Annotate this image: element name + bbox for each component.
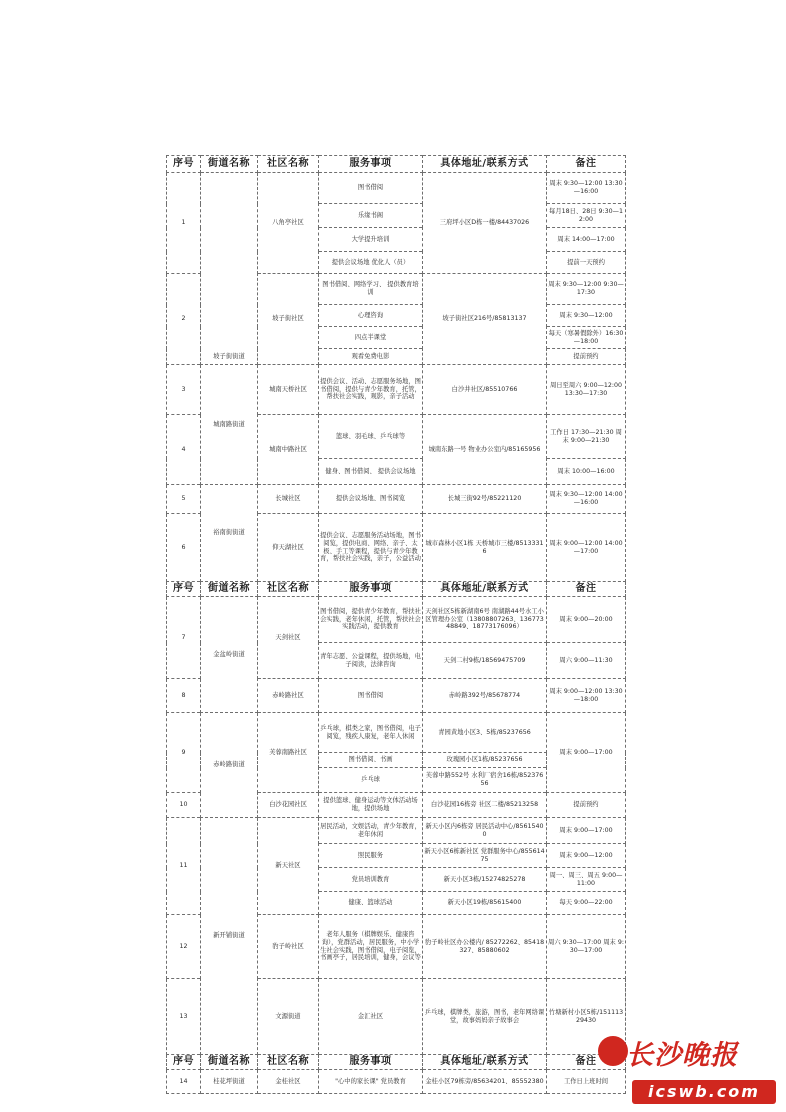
cell-note: 周末 9:00—12:00 13:30—18:00 (547, 679, 626, 713)
cell-service: 乒乓球，棋牌类，旅游，图书，老年网络课堂，故事妈妈亲子故事会 (423, 979, 547, 1055)
cell-address: 白沙井社区/85510766 (423, 365, 547, 415)
cell-community: 长城社区 (258, 485, 319, 514)
cell-no: 6 (167, 514, 201, 582)
logo-website: icswb.com (632, 1080, 776, 1104)
table-row (167, 818, 626, 844)
cell-address: 金桂小区79栋旁/85634201、85552380 (423, 1070, 547, 1094)
cell-note: 每天（寒暑假除外）16:30—18:00 (547, 327, 626, 349)
header-no: 序号 (167, 582, 201, 597)
cell-note: 每月18日、28日 9:30—12:00 (547, 204, 626, 228)
table-row (167, 365, 626, 415)
cell-community: 芙蓉南路社区 (258, 713, 319, 793)
cell-note: 周末 9:00—12:00 (547, 844, 626, 868)
cell-service: 图书借阅、网络学习、 提供教育培训 (319, 274, 423, 305)
cell-note: 周末 9:30—12:00 9:30—17:30 (547, 274, 626, 305)
cell-address: 城市森林小区1栋 天桥城市三楼/85133316 (423, 514, 547, 582)
cell-no: 12 (167, 915, 201, 979)
cell-note: 周末 9:30—12:00 (547, 305, 626, 327)
cell-note: 周日至周六 9:00—12:00 13:30—17:30 (547, 365, 626, 415)
cell-service: 提供篮球、健身运动等文体活动场地，提供场地 (319, 793, 423, 818)
header-community: 社区名称 (258, 156, 319, 173)
cell-service: 提供会议、活动、志愿服务场地，图书借阅，提供与青少年教育，托管，帮扶社会实践，观影，亲子活动 (319, 365, 423, 415)
header-service: 服务事项 (319, 156, 423, 173)
cell-street: 坡子街街道 (201, 173, 258, 365)
cell-community: 金桂社区 (258, 1070, 319, 1094)
cell-note: 周末 9:30—12:00 13:30—16:00 (547, 173, 626, 204)
cell-community: 坡子街社区 (258, 274, 319, 365)
cell-note: 周六 9:00—11:30 (547, 643, 626, 679)
cell-street: 裕南街街道 (201, 485, 258, 582)
cell-service: 党员培训教育 (319, 868, 423, 892)
header-address: 具体地址/联系方式 (423, 582, 547, 597)
cell-note: 周末 14:00—17:00 (547, 228, 626, 252)
header-note: 备注 (547, 582, 626, 597)
header-row (167, 1055, 626, 1070)
cell-service: 乒乓球 (319, 768, 423, 793)
cell-service: 照民服务 (319, 844, 423, 868)
header-row (167, 582, 626, 597)
cell-note: 提前预约 (547, 349, 626, 365)
header-note: 备注 (547, 156, 626, 173)
cell-note: 工作日上班时间 (547, 1070, 626, 1094)
cell-community: 豹子岭社区 (258, 915, 319, 979)
cell-street: 文源街道 (258, 979, 319, 1055)
cell-community: 赤岭路社区 (258, 679, 319, 713)
header-street: 街道名称 (201, 582, 258, 597)
header-no: 序号 (167, 156, 201, 173)
cell-note: 每天 9:00—22:00 (547, 892, 626, 915)
cell-community: 白沙花园社区 (258, 793, 319, 818)
cell-community: 城南中路社区 (258, 415, 319, 485)
cell-address: 城南东路一号 物业办公室内/85165956 (423, 415, 547, 485)
logo-name: 长沙晚报 (626, 1040, 738, 1071)
header-service: 服务事项 (319, 582, 423, 597)
header-no: 序号 (167, 1055, 201, 1070)
cell-note: 周末 9:00—12:00 14:00—17:00 (547, 514, 626, 582)
cell-street: 新开铺街道 (201, 818, 258, 1055)
header-street: 街道名称 (201, 1055, 258, 1070)
cell-service: 提供会议、志愿服务活动场地，图书阅览，提供电商、网络、亲子、太极、手工等课程，提供与青少年教育，帮扶社会实践，亲子，公益活动 (319, 514, 423, 582)
cell-address: 白沙花园16栋旁 社区二楼/85213258 (423, 793, 547, 818)
cell-note: 周六 9:30—17:00 周末 9:30—17:00 (547, 915, 626, 979)
cell-service: 健康、篮球活动 (319, 892, 423, 915)
cell-note: 周末 9:00—17:00 (547, 713, 626, 793)
cell-service: 图书借阅，提供青少年教育，帮扶社会实践，老年休闲，托管，帮扶社会实践活动，提供教育 (319, 597, 423, 643)
header-note: 备注 (547, 1055, 626, 1070)
cell-address: 竹塘新村小区5栋/15111329430 (547, 979, 626, 1055)
cell-address: 天剑二村9栋/18569475709 (423, 643, 547, 679)
cell-service: 居民活动，文娱活动，青少年教育，老年休闲 (319, 818, 423, 844)
cell-service: 青年志愿、公益课程，提供场地，电子阅读，法律咨询 (319, 643, 423, 679)
cell-no: 8 (167, 679, 201, 713)
cell-address: 豹子岭社区办公楼内/ 85272262、85418327、85880602 (423, 915, 547, 979)
cell-service: 观看免费电影 (319, 349, 423, 365)
cell-service: 图书借阅 (319, 679, 423, 713)
cell-community: 金汇社区 (319, 979, 423, 1055)
cell-address: 三府坪小区D栋一楼/84437026 (423, 173, 547, 274)
cell-no: 10 (167, 793, 201, 818)
cell-address: 青园黄地小区3、5栋/85237656 (423, 713, 547, 753)
cell-street: 城南路街道 (201, 365, 258, 485)
cell-community: 城南天桥社区 (258, 365, 319, 415)
header-street: 街道名称 (201, 156, 258, 173)
table-row (167, 713, 626, 753)
header-community: 社区名称 (258, 1055, 319, 1070)
cell-note: 工作日 17:30—21:30 周末 9:00—21:30 (547, 415, 626, 459)
cell-service: 四点半课堂 (319, 327, 423, 349)
cell-no: 2 (167, 274, 201, 365)
header-address: 具体地址/联系方式 (423, 1055, 547, 1070)
cell-service: 提供会议场地 优化人（员） (319, 252, 423, 274)
cell-community: 天剑社区 (258, 597, 319, 679)
cell-note: 周末 10:00—16:00 (547, 459, 626, 485)
header-row (167, 156, 626, 173)
cell-service: 大学提升培训 (319, 228, 423, 252)
cell-no: 4 (167, 415, 201, 485)
cell-service: 图书借阅、书画 (319, 753, 423, 768)
cell-service: 图书借阅 (319, 173, 423, 204)
cell-address: 天剑社区5栋新湖南6号 南湖路44号水工小区管理办公室（13808807263、13677348849、18773176096） (423, 597, 547, 643)
cell-no: 7 (167, 597, 201, 679)
cell-address: 赤岭路392号/85678774 (423, 679, 547, 713)
table-row (167, 1070, 626, 1094)
table-row (167, 597, 626, 643)
cell-community: 新天社区 (258, 818, 319, 915)
cell-no: 1 (167, 173, 201, 274)
cell-service: 心理咨询 (319, 305, 423, 327)
cell-community: 仰天湖社区 (258, 514, 319, 582)
newspaper-logo (598, 1036, 786, 1112)
header-address: 具体地址/联系方式 (423, 156, 547, 173)
cell-service: 乐缘书阁 (319, 204, 423, 228)
cell-community: 八角亭社区 (258, 173, 319, 274)
cell-service: "心中的家长课" 党员教育 (319, 1070, 423, 1094)
cell-street: 金盆岭街道 (201, 597, 258, 713)
cell-address: 玫瑰园小区1栋/85237656 (423, 753, 547, 768)
cell-address: 长城三街92号/85221120 (423, 485, 547, 514)
cell-address: 新天小区6栋新社区 党群服务中心/85561475 (423, 844, 547, 868)
cell-no: 9 (167, 713, 201, 793)
cell-street: 赤岭路街道 (201, 713, 258, 818)
cell-note: 周末 9:00—17:00 (547, 818, 626, 844)
cell-address: 芙蓉中路552号 水利厂宿舍16栋/85237656 (423, 768, 547, 793)
cell-address: 新天小区3栋/15274825278 (423, 868, 547, 892)
header-community: 社区名称 (258, 582, 319, 597)
cell-no: 3 (167, 365, 201, 415)
service-schedule-table (166, 155, 625, 1086)
cell-no: 13 (167, 979, 201, 1055)
cell-note: 提前预约 (547, 793, 626, 818)
cell-address: 新天小区内6栋旁 居民活动中心/85615400 (423, 818, 547, 844)
cell-address: 坡子街社区216号/85813137 (423, 274, 547, 365)
cell-note: 周末 9:00—20:00 (547, 597, 626, 643)
cell-street: 桂花坪街道 (201, 1070, 258, 1094)
cell-no: 11 (167, 818, 201, 915)
cell-service: 提供会议场地、图书阅览 (319, 485, 423, 514)
cell-address: 新天小区19栋/85615400 (423, 892, 547, 915)
brand-mark-icon (598, 1036, 628, 1066)
table-row (167, 485, 626, 514)
header-service: 服务事项 (319, 1055, 423, 1070)
cell-note: 提前一天预约 (547, 252, 626, 274)
cell-note: 周一、周三、周五 9:00—11:00 (547, 868, 626, 892)
cell-note: 周末 9:30—12:00 14:00—16:00 (547, 485, 626, 514)
cell-service: 乒乓球，棋类之家，图书借阅，电子阅览，残疾人康复，老年人休闲 (319, 713, 423, 753)
cell-no: 5 (167, 485, 201, 514)
cell-service: 老年人服务（棋牌娱乐、健康咨询），党群活动，居民服务，中小学生社会实践，图书借阅，电子阅览，书画亭子，居民培训，健身，会议等 (319, 915, 423, 979)
table-row (167, 173, 626, 204)
cell-service: 健身、图书借阅、 提供会议场地 (319, 459, 423, 485)
cell-service: 篮球、羽毛球、乒乓球等 (319, 415, 423, 459)
cell-no: 14 (167, 1070, 201, 1094)
